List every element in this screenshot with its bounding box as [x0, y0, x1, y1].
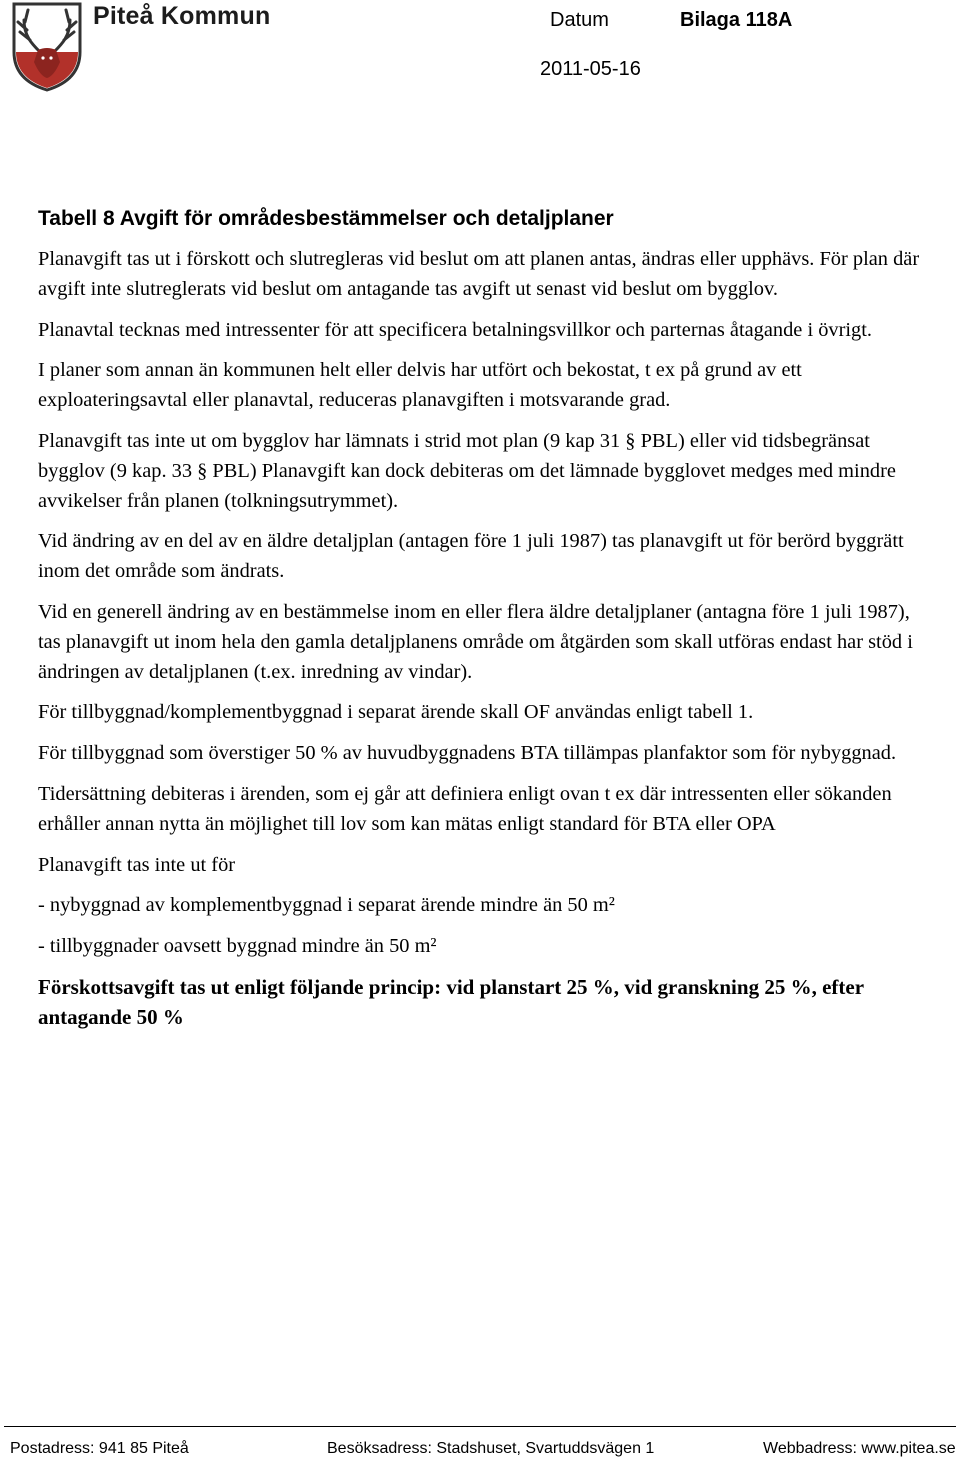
- footer-postal-address: Postadress: 941 85 Piteå: [10, 1440, 189, 1457]
- paragraph: Tidersättning debiteras i ärenden, som ej går att definiera enligt ovan t ex där intressenten eller sökanden erhåller annan nytta än möjlighet till lov som kan mätas enligt standard för BTA eller OPA: [38, 782, 892, 835]
- paragraph: Planavgift tas inte ut för: [38, 853, 236, 876]
- list-item: - nybyggnad av komplementbyggnad i separat ärende mindre än 50 m²: [38, 894, 615, 917]
- document-date: 2011-05-16: [540, 58, 641, 80]
- paragraph: Planavtal tecknas med intressenter för att specificera betalningsvillkor och parternas åtagande i övrigt.: [38, 318, 873, 341]
- datum-label: Datum: [550, 9, 609, 31]
- paragraph: Vid ändring av en del av en äldre detaljplan (antagen före 1 juli 1987) tas planavgift ut för berörd byggrätt inom det område som ändrats.: [38, 530, 904, 583]
- reindeer-shield-icon: [10, 0, 84, 92]
- paragraph: För tillbyggnad/komplementbyggnad i separat ärende skall OF användas enligt tabell 1.: [38, 701, 754, 724]
- document-body: [38, 205, 928, 1044]
- bilaga-label: Bilaga 118A: [680, 9, 793, 31]
- footer-web-address: Webbadress: www.pitea.se: [763, 1440, 956, 1457]
- footer-visiting-address: Besöksadress: Stadshuset, Svartuddsvägen 1: [327, 1440, 655, 1457]
- table-title: Tabell 8 Avgift för områdesbestämmelser och detaljplaner: [38, 207, 614, 230]
- footer-divider: [4, 1426, 956, 1427]
- advance-fee-principle: Förskottsavgift tas ut enligt följande princip: vid planstart 25 %, vid granskning 25 %, efter antagande 50 %: [38, 974, 864, 1029]
- paragraph: För tillbyggnad som överstiger 50 % av huvudbyggnadens BTA tillämpas planfaktor som för nybyggnad.: [38, 742, 897, 765]
- brand-name: Piteå Kommun: [93, 2, 271, 30]
- list-item: - tillbyggnader oavsett byggnad mindre än 50 m²: [38, 935, 437, 958]
- paragraph: Vid en generell ändring av en bestämmelse inom en eller flera äldre detaljplaner (antagna före 1 juli 1987), tas planavgift ut inom hela den gamla detaljplanens område om åtgärden som skall utföras endast har stöd i ändringen av detaljplanen (t.ex. inredning av vindar).: [38, 600, 913, 683]
- paragraph: Planavgift tas ut i förskott och slutregleras vid beslut om att planen antas, ändras eller upphävs. För plan där avgift inte slutreglerats vid beslut om antagande tas avgift ut senast vid beslut om bygglov.: [38, 248, 920, 300]
- paragraph: I planer som annan än kommunen helt eller delvis har utfört och bekostat, t ex på grund av ett exploateringsavtal eller planavtal, reduceras planavgiften i motsvarande grad.: [38, 359, 802, 412]
- paragraph: Planavgift tas inte ut om bygglov har lämnats i strid mot plan (9 kap 31 § PBL) eller vid tidsbegränsat bygglov (9 kap. 33 § PBL) Planavgift kan dock debiteras om det lämnade bygglovet medges med mindre avvikelser från planen (tolkningsutrymmet).: [38, 429, 896, 512]
